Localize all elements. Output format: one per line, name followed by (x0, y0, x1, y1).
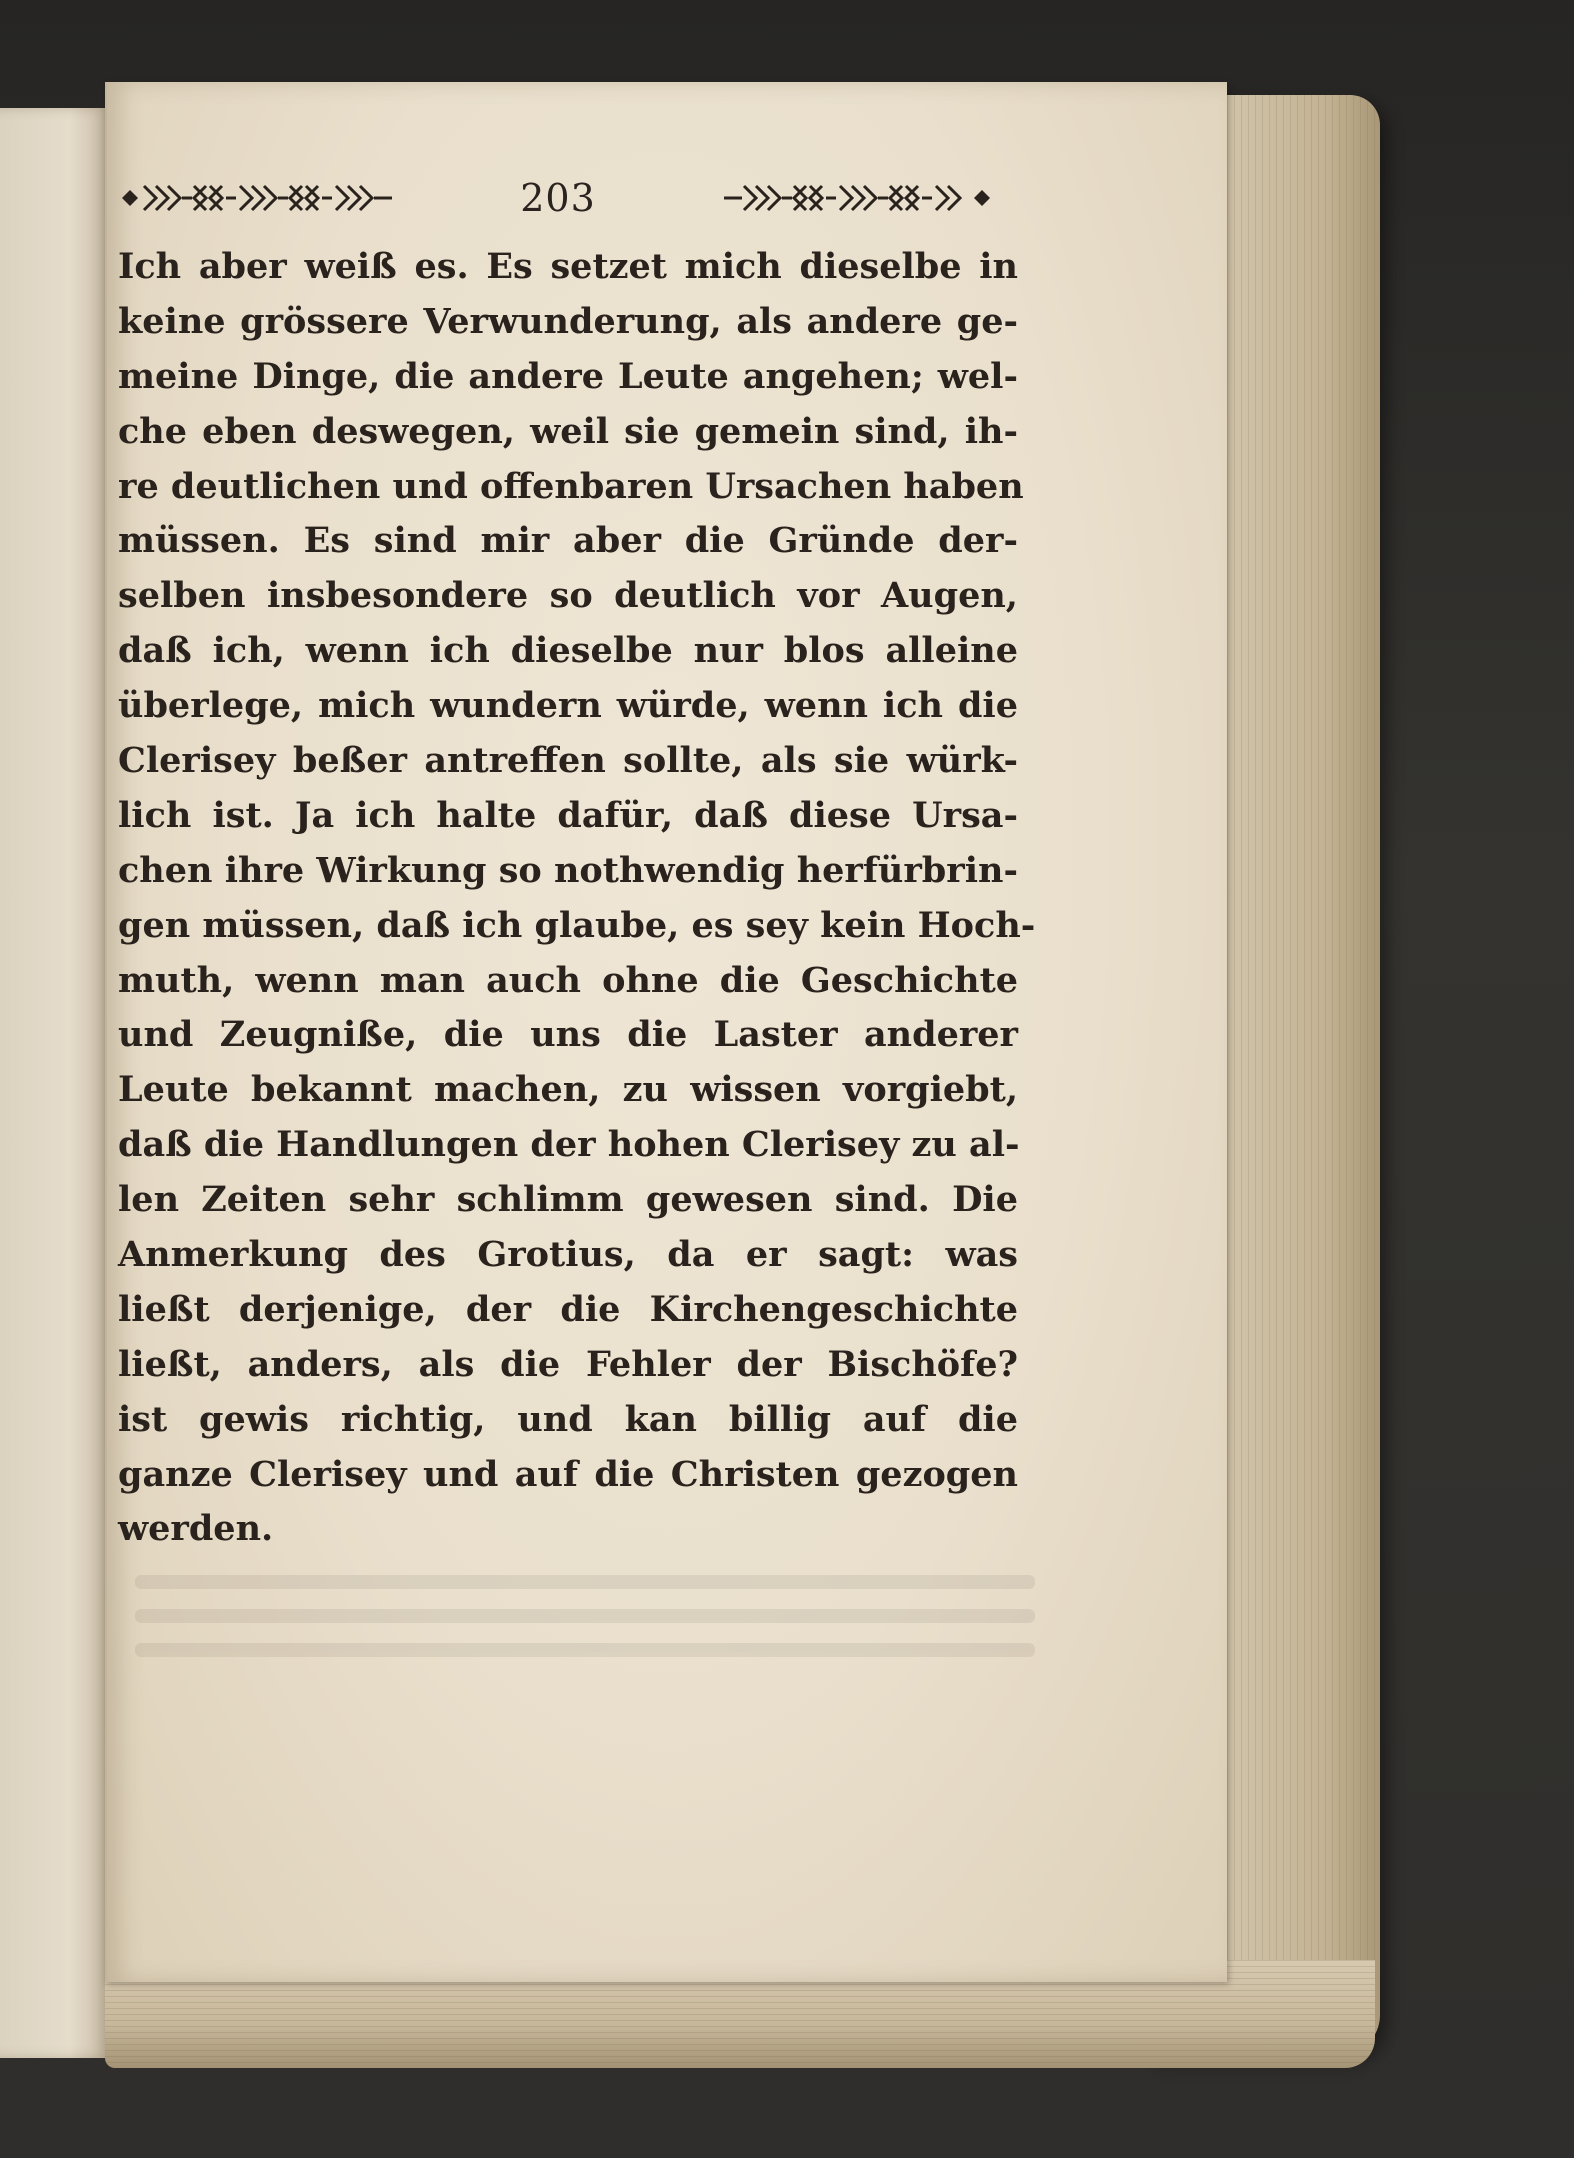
text-line: Ich aber weiß es. Es setzet mich dieselbe in (118, 246, 1018, 287)
text-line: müssen. Es sind mir aber die Gründe der- (118, 520, 1018, 562)
left-page-edge (0, 108, 110, 2058)
text-line: ließt, anders, als die Fehler der Bischöfe? (118, 1343, 1018, 1385)
text-line: selben insbesondere so deutlich vor Augen, (118, 575, 1018, 617)
text-line: chen ihre Wirkung so nothwendig herfürbrin- (118, 849, 1018, 891)
text-line: daß ich, wenn ich dieselbe nur blos alleine (118, 630, 1018, 672)
text-line: che eben deswegen, weil sie gemein sind, ih- (118, 410, 1018, 452)
text-line: ist gewis richtig, und kan billig auf die (118, 1398, 1018, 1440)
text-line: daß die Handlungen der hohen Clerisey zu al- (118, 1124, 1020, 1166)
text-line: len Zeiten sehr schlimm gewesen sind. Die (118, 1179, 1018, 1221)
text-line: lich ist. Ja ich halte dafür, daß diese Ursa- (118, 794, 1018, 836)
show-through-text (135, 1575, 1035, 1685)
ornament-right-icon (718, 176, 998, 220)
text-line: Leute bekannt machen, zu wissen vorgiebt, (118, 1069, 1018, 1111)
text-line: ganze Clerisey und auf die Christen gezogen (118, 1453, 1018, 1495)
body-text (118, 240, 1036, 1557)
text-line: ließt derjenige, der die Kirchengeschichte (118, 1288, 1018, 1330)
text-line: keine grössere Verwunderung, als andere ge- (118, 300, 1018, 342)
text-line: Anmerkung des Grotius, da er sagt: was (118, 1234, 1018, 1276)
page-header (118, 168, 998, 228)
text-line: werden. (118, 1508, 274, 1550)
text-line: überlege, mich wundern würde, wenn ich die (118, 685, 1018, 727)
text-line: re deutlichen und offenbaren Ursachen haben (118, 465, 1024, 507)
text-line: meine Dinge, die andere Leute angehen; wel- (118, 355, 1018, 397)
text-line: gen müssen, daß ich glaube, es sey kein Hoch- (118, 904, 1036, 946)
text-line: muth, wenn man auch ohne die Geschichte (118, 959, 1018, 1001)
page-number: 203 (520, 176, 596, 220)
text-line: Clerisey beßer antreffen sollte, als sie würk- (118, 740, 1018, 782)
ornament-left-icon (118, 176, 398, 220)
text-line: und Zeugniße, die uns die Laster anderer (118, 1014, 1018, 1056)
